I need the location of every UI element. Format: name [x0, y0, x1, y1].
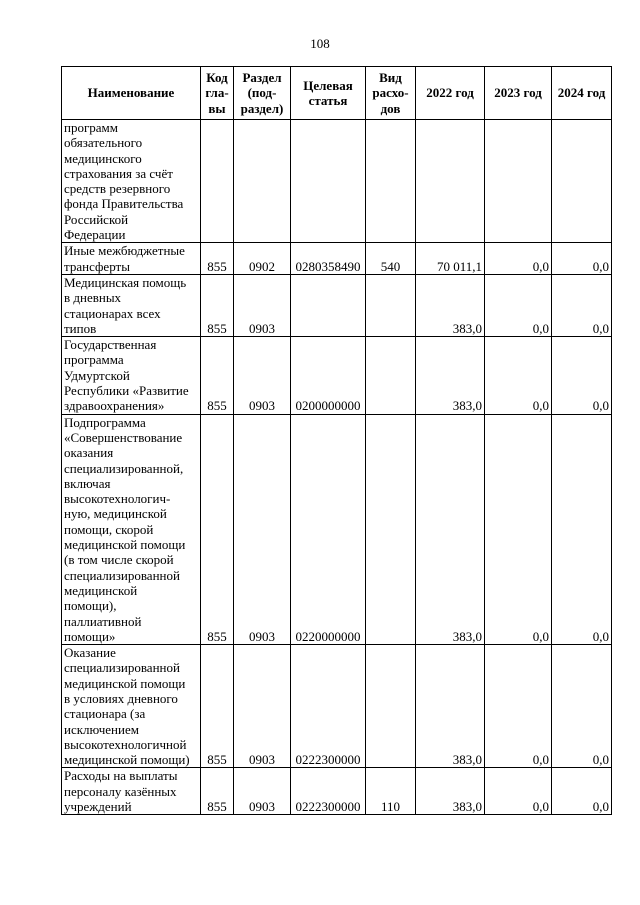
name-line: стационара (за [64, 706, 146, 722]
cell-kind [366, 414, 416, 644]
cell-section: 0903 [234, 645, 291, 768]
header-kind [366, 67, 416, 120]
header-code-line: вы [208, 100, 226, 116]
header-kind-line: расхо- [372, 85, 409, 101]
name-line: фонда Правительства [64, 196, 184, 212]
name-line: медицинской помощи [64, 675, 186, 691]
cell-2022: 383,0 [416, 768, 485, 815]
header-kind-line: дов [380, 100, 401, 116]
header-2023: 2023 год [485, 67, 552, 120]
name-line: медицинского [64, 150, 142, 166]
name-line: Республики «Развитие [64, 383, 189, 399]
header-name: Наименование [62, 67, 201, 120]
name-line: Оказание [64, 645, 116, 661]
cell-2024: 0,0 [552, 337, 612, 414]
cell-name [62, 274, 201, 336]
cell-2024: 0,0 [552, 243, 612, 275]
name-line: Иные межбюджетные [64, 243, 185, 259]
table-row [62, 120, 612, 243]
name-line: помощи), [64, 598, 117, 614]
name-line: программа [64, 352, 124, 368]
cell-2024: 0,0 [552, 645, 612, 768]
name-line: страхования за счёт [64, 165, 173, 181]
cell-2022: 383,0 [416, 274, 485, 336]
cell-target [291, 120, 366, 243]
cell-code: 855 [201, 274, 234, 336]
name-line: помощи» [64, 628, 116, 644]
name-line: Медицинская помощь [64, 274, 187, 290]
header-section-line: (под- [247, 85, 277, 101]
cell-kind [366, 274, 416, 336]
cell-2022 [416, 120, 485, 243]
name-line: оказания [64, 445, 114, 461]
header-section [234, 67, 291, 120]
cell-2022: 383,0 [416, 645, 485, 768]
header-section-line: раздел) [240, 100, 284, 116]
table-row [62, 243, 612, 275]
name-line: Государственная [64, 337, 157, 353]
cell-2023: 0,0 [485, 645, 552, 768]
name-line: высокотехнологичной [64, 736, 187, 752]
cell-2024: 0,0 [552, 768, 612, 815]
name-line: помощи, скорой [64, 521, 154, 537]
cell-code: 855 [201, 768, 234, 815]
cell-2024: 0,0 [552, 414, 612, 644]
table-row [62, 274, 612, 336]
name-line: персоналу казённых [64, 783, 177, 799]
cell-kind: 110 [366, 768, 416, 815]
cell-2023: 0,0 [485, 243, 552, 275]
cell-code: 855 [201, 337, 234, 414]
header-code-line: Код [206, 70, 228, 86]
cell-target: 0200000000 [291, 337, 366, 414]
name-line: учреждений [64, 799, 132, 815]
name-line: средств резервного [64, 181, 171, 197]
header-target-line: Целевая [303, 77, 353, 93]
cell-target [291, 274, 366, 336]
header-target-line: статья [308, 93, 348, 108]
page-number: 108 [310, 36, 330, 51]
cell-target: 0280358490 [291, 243, 366, 275]
cell-code [201, 120, 234, 243]
cell-name [62, 768, 201, 815]
table-row [62, 337, 612, 414]
name-line: высокотехнологич- [64, 491, 171, 507]
cell-kind [366, 337, 416, 414]
cell-name [62, 120, 201, 243]
cell-kind [366, 645, 416, 768]
name-line: включая [64, 475, 111, 491]
cell-target: 0222300000 [291, 645, 366, 768]
header-kind-line: Вид [379, 70, 402, 86]
cell-target: 0220000000 [291, 414, 366, 644]
header-section-line: Раздел [242, 70, 282, 86]
cell-code: 855 [201, 645, 234, 768]
table-row [62, 768, 612, 815]
name-line: Подпрограмма [64, 414, 146, 430]
cell-2022: 70 011,1 [416, 243, 485, 275]
cell-2023 [485, 120, 552, 243]
cell-section [234, 120, 291, 243]
name-line: специализированной, [64, 460, 184, 476]
cell-2022: 383,0 [416, 414, 485, 644]
header-2024: 2024 год [552, 67, 612, 120]
cell-name [62, 243, 201, 275]
table-row [62, 645, 612, 768]
header-2022: 2022 год [416, 67, 485, 120]
cell-target: 0222300000 [291, 768, 366, 815]
header-target [291, 67, 366, 120]
table-row [62, 414, 612, 644]
header-row [62, 67, 612, 120]
cell-2023: 0,0 [485, 274, 552, 336]
name-line: исключением [64, 721, 139, 737]
name-line: в условиях дневного [64, 690, 178, 706]
cell-2024 [552, 120, 612, 243]
cell-kind [366, 120, 416, 243]
name-line: обязательного [64, 135, 143, 151]
name-line: (в том числе скорой [64, 552, 174, 568]
name-line: медицинской помощи) [64, 752, 190, 768]
cell-section: 0902 [234, 243, 291, 275]
cell-code: 855 [201, 243, 234, 275]
name-line: медицинской [64, 582, 138, 598]
cell-name [62, 337, 201, 414]
name-line: «Совершенствование [64, 429, 183, 445]
name-line: программ [64, 120, 119, 135]
cell-2022: 383,0 [416, 337, 485, 414]
name-line: Российской [64, 211, 129, 227]
cell-section: 0903 [234, 337, 291, 414]
budget-table [61, 66, 612, 815]
name-line: типов [64, 320, 97, 336]
cell-2023: 0,0 [485, 768, 552, 815]
name-line: трансферты [64, 258, 130, 274]
name-line: ную, медицинской [64, 506, 167, 522]
cell-section: 0903 [234, 274, 291, 336]
cell-2023: 0,0 [485, 414, 552, 644]
header-code-line: гла- [205, 85, 229, 101]
name-line: в дневных [64, 290, 122, 306]
cell-code: 855 [201, 414, 234, 644]
name-line: Расходы на выплаты [64, 768, 178, 784]
cell-2024: 0,0 [552, 274, 612, 336]
name-line: Удмуртской [64, 367, 130, 383]
header-code [201, 67, 234, 120]
name-line: медицинской помощи [64, 537, 186, 553]
cell-2023: 0,0 [485, 337, 552, 414]
name-line: стационарах всех [64, 305, 161, 321]
cell-section: 0903 [234, 414, 291, 644]
name-line: здравоохранения» [64, 398, 165, 414]
cell-name [62, 414, 201, 644]
name-line: специализированной [64, 660, 180, 676]
name-line: Федерации [64, 227, 126, 243]
cell-name [62, 645, 201, 768]
name-line: специализированной [64, 567, 180, 583]
name-line: паллиативной [64, 613, 142, 629]
cell-section: 0903 [234, 768, 291, 815]
cell-kind: 540 [366, 243, 416, 275]
